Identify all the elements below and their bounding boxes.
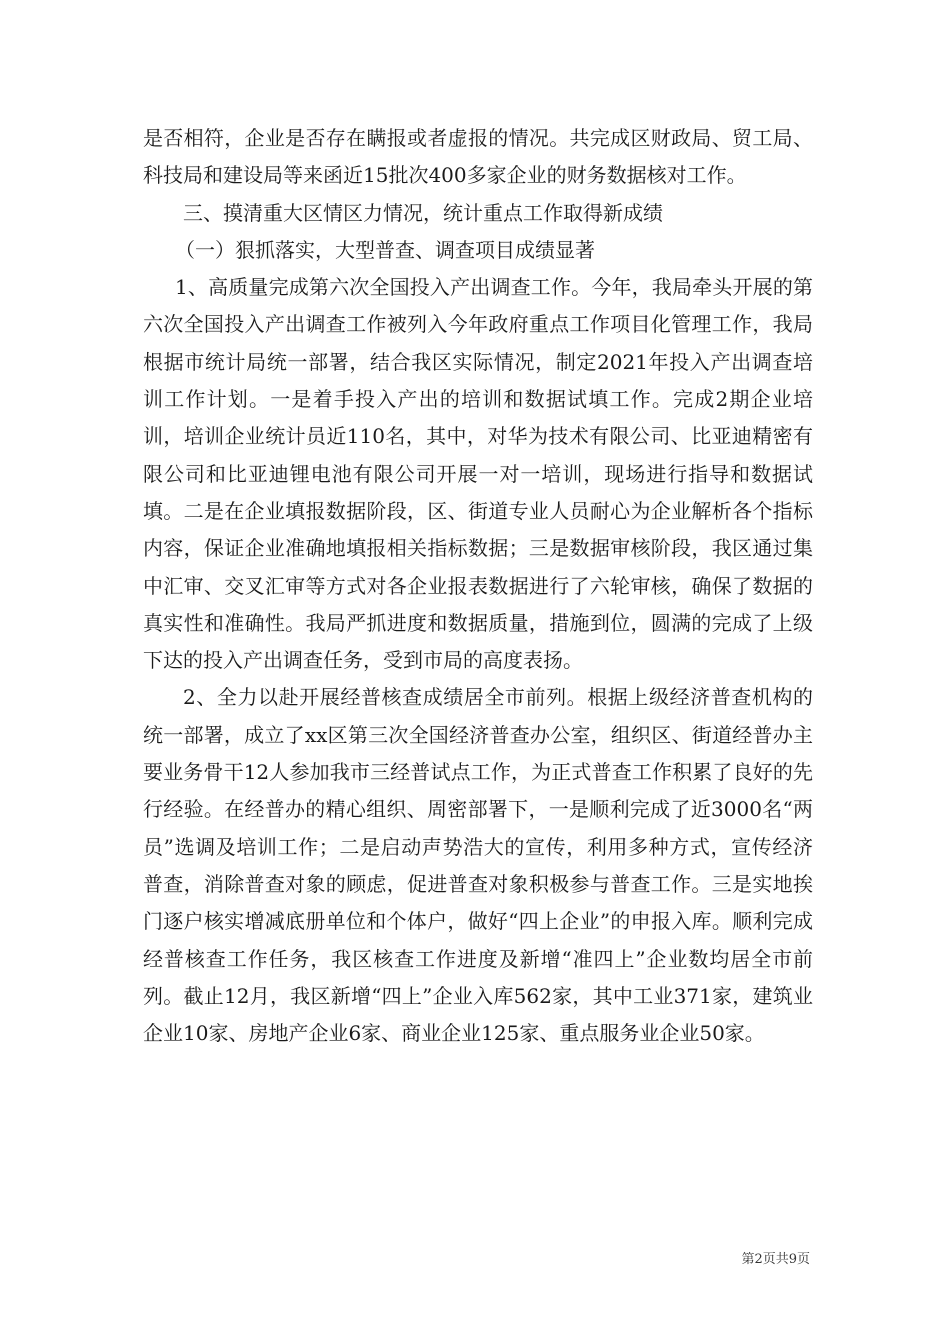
paragraph-input-output-survey: 1、高质量完成第六次全国投入产出调查工作。今年，我局牵头开展的第六次全国投入产出调查工作被列入今年政府重点工作项目化管理工作，我局根据市统计局统一部署，结合我区实际情况，制定2021年投入产出调查培训工作计划。一是着手投入产出的培训和数据试填工作。完成2期企业培训，培训企业统计员近110名，其中，对华为技术有限公司、比亚迪精密有限公司和比亚迪锂电池有限公司开展一对一培训，现场进行指导和数据试填。二是在企业填报数据阶段，区、街道专业人员耐心为企业解析各个指标内容，保证企业准确地填报相关指标数据；三是数据审核阶段，我区通过集中汇审、交叉汇审等方式对各企业报表数据进行了六轮审核，确保了数据的真实性和准确性。我局严抓进度和数据质量，措施到位，圆满的完成了上级下达的投入产出调查任务，受到市局的高度表扬。: [143, 275, 813, 673]
page-number: 第2页共9页: [741, 1252, 810, 1267]
paragraph-continuation: 是否相符，企业是否存在瞒报或者虚报的情况。共完成区财政局、贸工局、科技局和建设局等来函近15批次400多家企业的财务数据核对工作。: [143, 126, 813, 188]
document-body: [143, 120, 813, 1052]
section-heading: 三、摸清重大区情区力情况，统计重点工作取得新成绩: [183, 200, 663, 225]
subsection-heading: （一）狠抓落实，大型普查、调查项目成绩显著: [175, 237, 595, 262]
paragraph-economic-census: 2、全力以赴开展经普核查成绩居全市前列。根据上级经济普查机构的统一部署，成立了xx区第三次全国经济普查办公室，组织区、街道经普办主要业务骨干12人参加我市三经普试点工作，为正式普查工作积累了良好的先行经验。在经普办的精心组织、周密部署下，一是顺利完成了近3000名“两员”选调及培训工作；二是启动声势浩大的宣传，利用多种方式，宣传经济普查，消除普查对象的顾虑，促进普查对象积极参与普查工作。三是实地挨门逐户核实增减底册单位和个体户，做好“四上企业”的申报入库。顺利完成经普核查工作任务，我区核查工作进度及新增“准四上”企业数均居全市前列。截止12月，我区新增“四上”企业入库562家，其中工业371家，建筑业企业10家、房地产企业6家、商业企业125家、重点服务业企业50家。: [143, 685, 813, 1046]
